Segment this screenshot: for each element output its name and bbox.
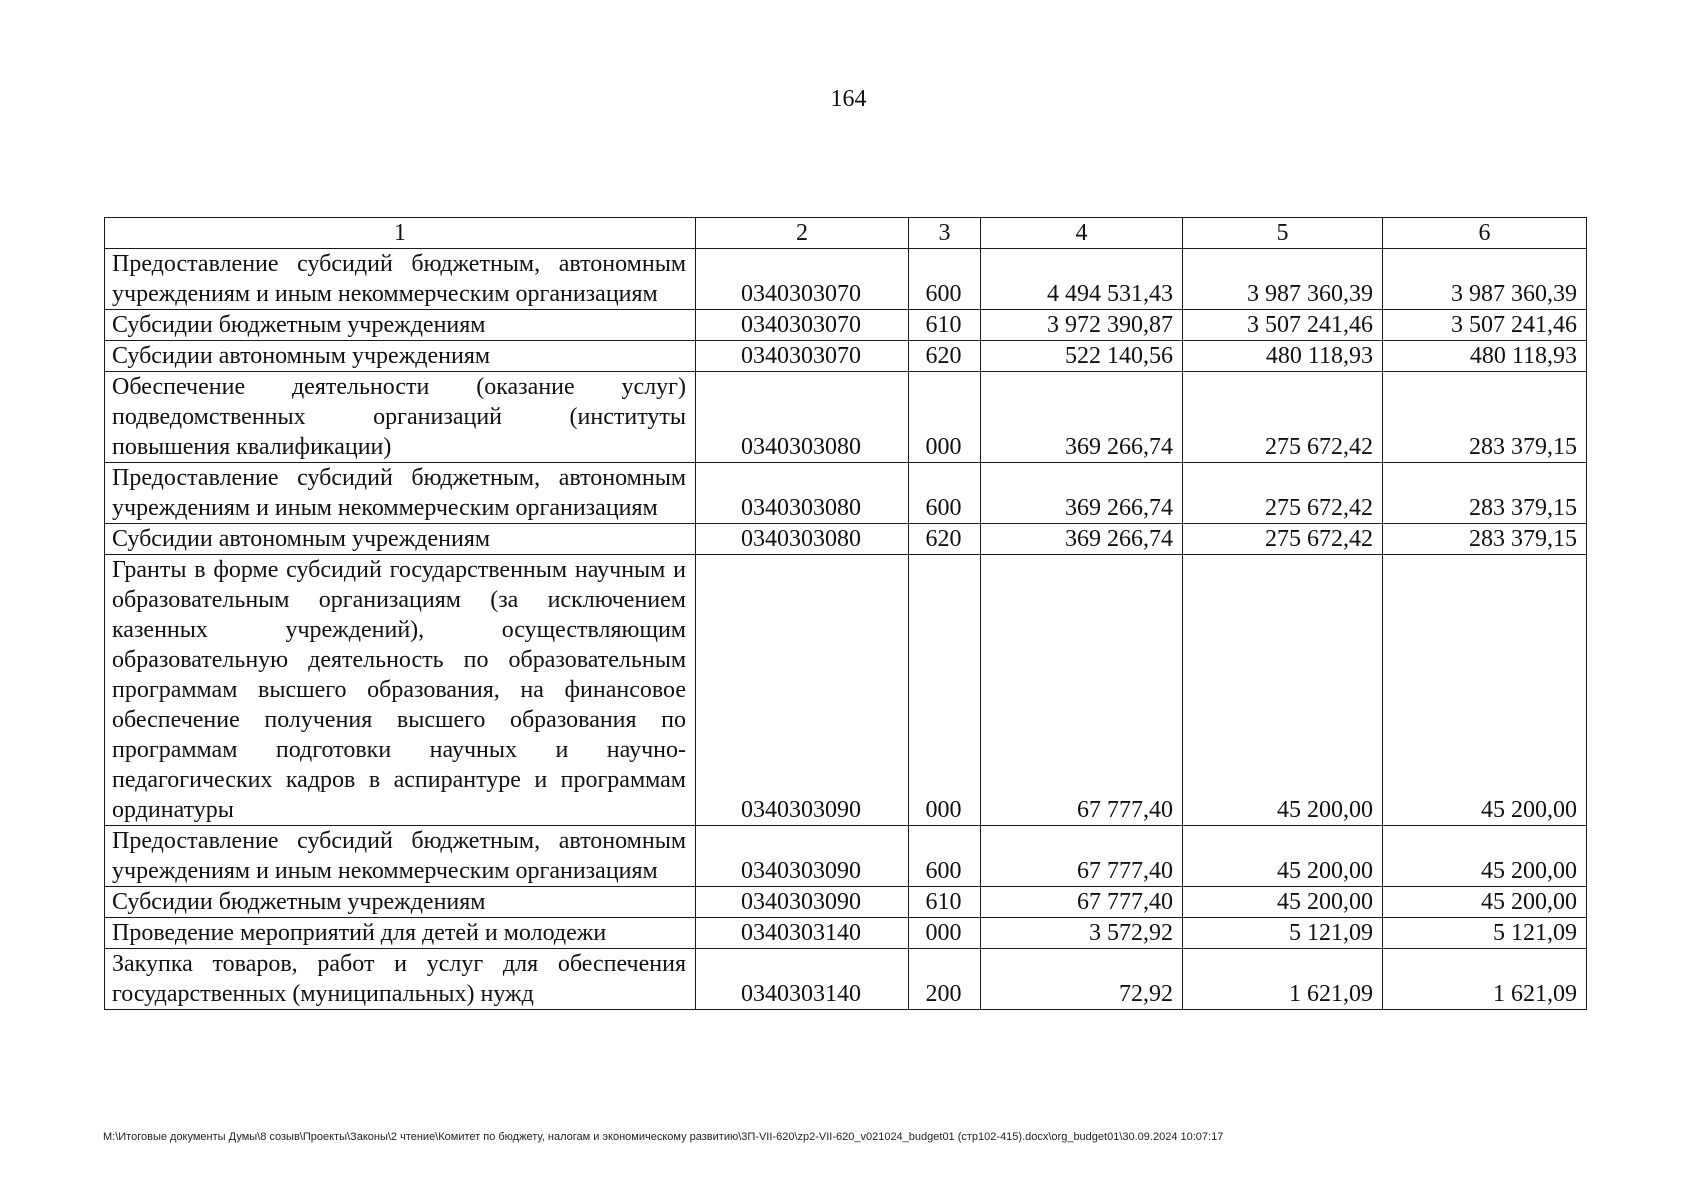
row-value-col6: 45 200,00 (1383, 887, 1587, 918)
row-target-code: 0340303090 (696, 826, 909, 887)
table-row (105, 372, 1587, 463)
column-header-2: 2 (696, 218, 909, 249)
row-description: Проведение мероприятий для детей и молодежи (105, 918, 696, 949)
row-target-code: 0340303080 (696, 372, 909, 463)
row-value-col4: 3 572,92 (981, 918, 1183, 949)
row-expense-type: 600 (909, 463, 981, 524)
row-description: Предоставление субсидий бюджетным, автономным учреждениям и иным некоммерческим организациям (105, 826, 696, 887)
row-target-code: 0340303070 (696, 249, 909, 310)
row-target-code: 0340303090 (696, 555, 909, 826)
table-row (105, 555, 1587, 826)
row-value-col4: 369 266,74 (981, 524, 1183, 555)
row-target-code: 0340303080 (696, 524, 909, 555)
row-value-col6: 3 987 360,39 (1383, 249, 1587, 310)
budget-table (104, 217, 1587, 1010)
table-row (105, 463, 1587, 524)
row-target-code: 0340303090 (696, 887, 909, 918)
row-value-col5: 3 507 241,46 (1183, 310, 1383, 341)
row-description: Обеспечение деятельности (оказание услуг) подведомственных организаций (институты повышения квалификации) (105, 372, 696, 463)
row-value-col6: 480 118,93 (1383, 341, 1587, 372)
column-header-6: 6 (1383, 218, 1587, 249)
column-header-1: 1 (105, 218, 696, 249)
row-target-code: 0340303080 (696, 463, 909, 524)
row-value-col4: 67 777,40 (981, 826, 1183, 887)
table-row (105, 341, 1587, 372)
table-row (105, 524, 1587, 555)
table-row (105, 310, 1587, 341)
row-target-code: 0340303070 (696, 310, 909, 341)
row-expense-type: 000 (909, 918, 981, 949)
row-target-code: 0340303140 (696, 949, 909, 1010)
row-description: Субсидии бюджетным учреждениям (105, 310, 696, 341)
row-value-col5: 275 672,42 (1183, 524, 1383, 555)
row-value-col5: 45 200,00 (1183, 555, 1383, 826)
document-file-path: M:\Итоговые документы Думы\8 созыв\Проекты\Законы\2 чтение\Комитет по бюджету, налогам и экономическому развитию\3П-VII-620\zp2-VII-620_v021024_budget01 (стр102-415).docx\org_budget01\30.09.2024 10:07:17 (103, 1131, 1224, 1143)
row-value-col4: 67 777,40 (981, 887, 1183, 918)
row-value-col5: 45 200,00 (1183, 887, 1383, 918)
row-description: Субсидии автономным учреждениям (105, 524, 696, 555)
row-value-col5: 275 672,42 (1183, 463, 1383, 524)
table-header (105, 218, 1587, 249)
row-description: Субсидии бюджетным учреждениям (105, 887, 696, 918)
row-description: Гранты в форме субсидий государственным научным и образовательным организациям (за исключением казенных учреждений), осуществляющим образовательную деятельность по образовательным программам высшего образования, на финансовое обеспечение получения высшего образования по программам подготовки научных и научно-педагогических кадров в аспирантуре и программам ординатуры (105, 555, 696, 826)
row-value-col5: 275 672,42 (1183, 372, 1383, 463)
table-row (105, 918, 1587, 949)
row-expense-type: 610 (909, 887, 981, 918)
table-body (105, 249, 1587, 1010)
row-expense-type: 620 (909, 524, 981, 555)
row-expense-type: 000 (909, 555, 981, 826)
header-row (105, 218, 1587, 249)
table-row (105, 826, 1587, 887)
row-value-col6: 45 200,00 (1383, 826, 1587, 887)
row-value-col6: 5 121,09 (1383, 918, 1587, 949)
table-row (105, 949, 1587, 1010)
row-description: Закупка товаров, работ и услуг для обеспечения государственных (муниципальных) нужд (105, 949, 696, 1010)
row-value-col6: 283 379,15 (1383, 372, 1587, 463)
row-value-col5: 5 121,09 (1183, 918, 1383, 949)
row-value-col4: 67 777,40 (981, 555, 1183, 826)
row-value-col6: 3 507 241,46 (1383, 310, 1587, 341)
page-number: 164 (830, 86, 867, 112)
row-value-col4: 369 266,74 (981, 372, 1183, 463)
column-header-4: 4 (981, 218, 1183, 249)
row-value-col6: 283 379,15 (1383, 524, 1587, 555)
row-expense-type: 610 (909, 310, 981, 341)
row-description: Предоставление субсидий бюджетным, автономным учреждениям и иным некоммерческим организациям (105, 463, 696, 524)
row-value-col6: 1 621,09 (1383, 949, 1587, 1010)
row-expense-type: 600 (909, 826, 981, 887)
row-target-code: 0340303070 (696, 341, 909, 372)
row-expense-type: 620 (909, 341, 981, 372)
row-expense-type: 200 (909, 949, 981, 1010)
row-value-col4: 369 266,74 (981, 463, 1183, 524)
row-expense-type: 600 (909, 249, 981, 310)
table-row (105, 887, 1587, 918)
table-row (105, 249, 1587, 310)
column-header-5: 5 (1183, 218, 1383, 249)
row-value-col6: 45 200,00 (1383, 555, 1587, 826)
row-value-col5: 480 118,93 (1183, 341, 1383, 372)
row-value-col4: 4 494 531,43 (981, 249, 1183, 310)
row-value-col4: 3 972 390,87 (981, 310, 1183, 341)
row-value-col4: 522 140,56 (981, 341, 1183, 372)
row-target-code: 0340303140 (696, 918, 909, 949)
column-header-3: 3 (909, 218, 981, 249)
row-description: Предоставление субсидий бюджетным, автономным учреждениям и иным некоммерческим организациям (105, 249, 696, 310)
row-value-col5: 3 987 360,39 (1183, 249, 1383, 310)
row-expense-type: 000 (909, 372, 981, 463)
row-value-col5: 1 621,09 (1183, 949, 1383, 1010)
row-description: Субсидии автономным учреждениям (105, 341, 696, 372)
row-value-col4: 72,92 (981, 949, 1183, 1010)
row-value-col5: 45 200,00 (1183, 826, 1383, 887)
row-value-col6: 283 379,15 (1383, 463, 1587, 524)
